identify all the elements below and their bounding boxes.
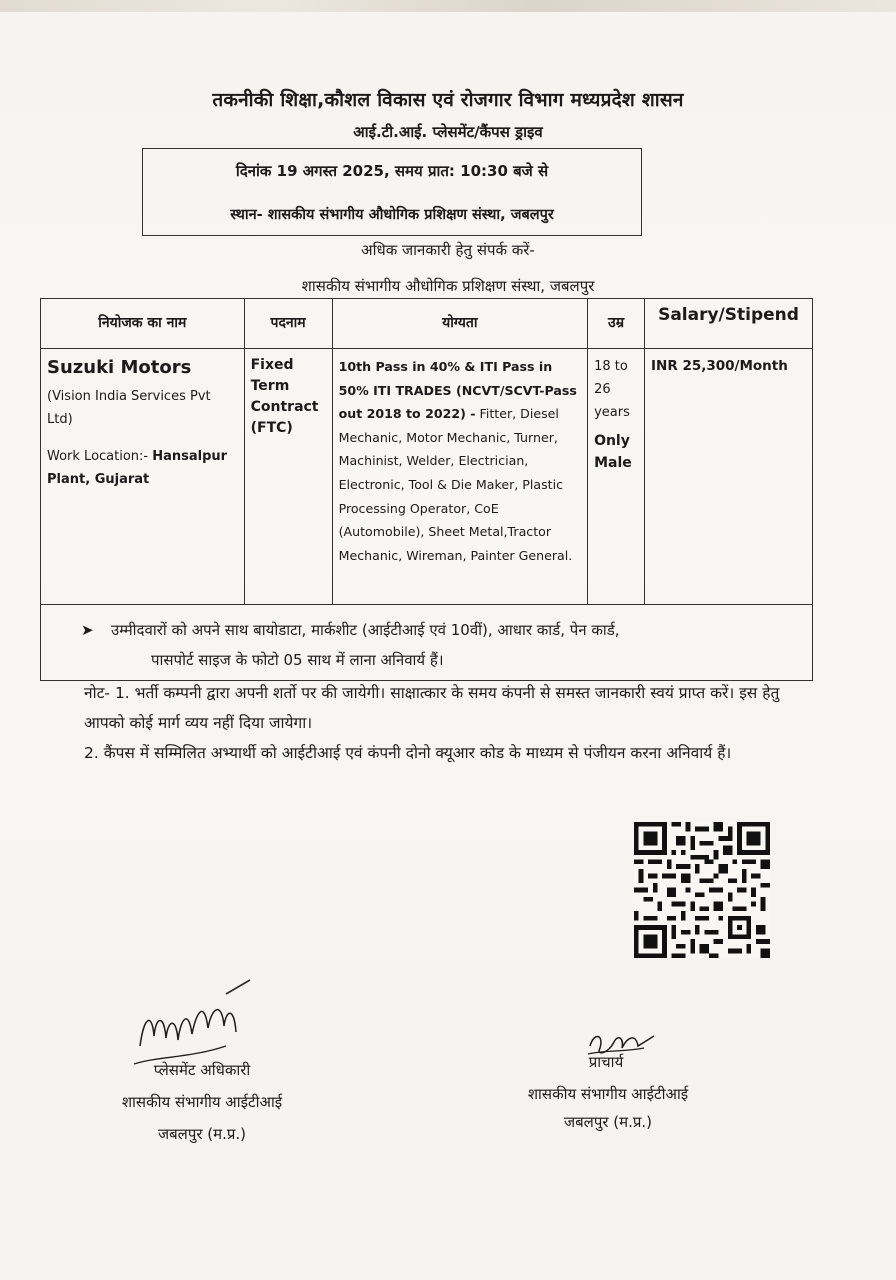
- table-row: [41, 349, 813, 605]
- post-value: Fixed Term Contract (FTC): [250, 357, 319, 436]
- salary-cell: [645, 349, 813, 605]
- principal-title: प्राचार्य: [588, 1053, 624, 1071]
- date-time-line: दिनांक 19 अगस्त 2025, समय प्रात: 10:30 बजे से: [235, 162, 549, 180]
- placement-officer-signature: [130, 976, 270, 1072]
- drive-title: आई.टी.आई. प्लेसमेंट/कैंपस ड्राइव: [353, 123, 543, 141]
- gender-value: Only Male: [594, 433, 632, 471]
- qr-code-icon: [634, 822, 770, 958]
- documents-note-line2: पासपोर्ट साइज के फोटो 05 साथ में लाना अनिवार्य हैं।: [151, 651, 444, 669]
- principal-org: शासकीय संभागीय आईटीआई: [527, 1085, 689, 1103]
- placement-officer-title: प्लेसमेंट अधिकारी: [153, 1061, 251, 1079]
- qualification-cell: [332, 349, 587, 605]
- contact-heading: अधिक जानकारी हेतु संपर्क करें-: [361, 241, 535, 259]
- location-value: Hansalpur Plant, Gujarat: [47, 449, 228, 487]
- documents-note-cell: [41, 605, 813, 681]
- header-employer: नियोजक का नाम: [41, 299, 245, 349]
- header-post: पदनाम: [244, 299, 332, 349]
- principal-place: जबलपुर (म.प्र.): [563, 1113, 653, 1131]
- table-header-row: [41, 299, 813, 349]
- department-title: तकनीकी शिक्षा,कौशल विकास एवं रोजगार विभाग मध्यप्रदेश शासन: [212, 89, 684, 111]
- header-age: उम्र: [588, 299, 645, 349]
- employer-cell: [41, 349, 245, 605]
- note-2: 2. कैंपस में सम्मिलित अभ्यार्थी को आईटीआई एवं कंपनी दोनो क्यूआर कोड के माध्यम से पंजीयन करना अनिवार्य हैं।: [84, 744, 732, 762]
- contact-institute: शासकीय संभागीय औधोगिक प्रशिक्षण संस्था, जबलपुर: [301, 277, 595, 295]
- post-cell: [244, 349, 332, 605]
- date-venue-box: [142, 148, 642, 236]
- paper-top-edge: [0, 0, 896, 12]
- header-salary: Salary/Stipend: [645, 299, 813, 349]
- arrow-bullet-icon: ➤: [81, 621, 94, 639]
- salary-value: INR 25,300/Month: [651, 358, 788, 374]
- company-name: Suzuki Motors: [47, 357, 192, 378]
- age-cell: [588, 349, 645, 605]
- qualification-trades: Fitter, Diesel Mechanic, Motor Mechanic, Turner, Machinist, Welder, Electrician, Electronic, Tool & Die Maker, Plastic Processing Operator, CoE (Automobile), Sheet Metal,Tractor Mechanic, Wireman, Painter General.: [338, 406, 573, 563]
- venue-line: स्थान- शासकीय संभागीय औधोगिक प्रशिक्षण संस्था, जबलपुर: [230, 207, 554, 223]
- table-note-row: [41, 605, 813, 681]
- qualification-bold: 10th Pass in 40% & ITI Pass in 50% ITI TRADES (NCVT/SCVT-Pass out 2018 to 2022) -: [338, 359, 577, 422]
- placement-officer-place: जबलपुर (म.प्र.): [157, 1125, 247, 1143]
- placement-officer-org: शासकीय संभागीय आईटीआई: [121, 1093, 283, 1111]
- header-qualification: योग्यता: [332, 299, 587, 349]
- documents-note-line1: उम्मीदवारों को अपने साथ बायोडाटा, मार्कशीट (आईटीआई एवं 10वीं), आधार कार्ड, पेन कार्ड,: [111, 621, 620, 639]
- note-1: नोट- 1. भर्ती कम्पनी द्वारा अपनी शर्तो पर की जायेगी। साक्षात्कार के समय कंपनी से समस्त जानकारी स्वयं प्राप्त करें। इस हेतु आपको कोई मार्ग व्यय नहीं दिया जायेगा।: [84, 684, 780, 732]
- age-value: 18 to 26 years: [594, 359, 630, 420]
- jobs-table: [40, 298, 813, 681]
- company-subtitle: (Vision India Services Pvt Ltd): [47, 389, 211, 427]
- location-label: Work Location:-: [47, 449, 149, 464]
